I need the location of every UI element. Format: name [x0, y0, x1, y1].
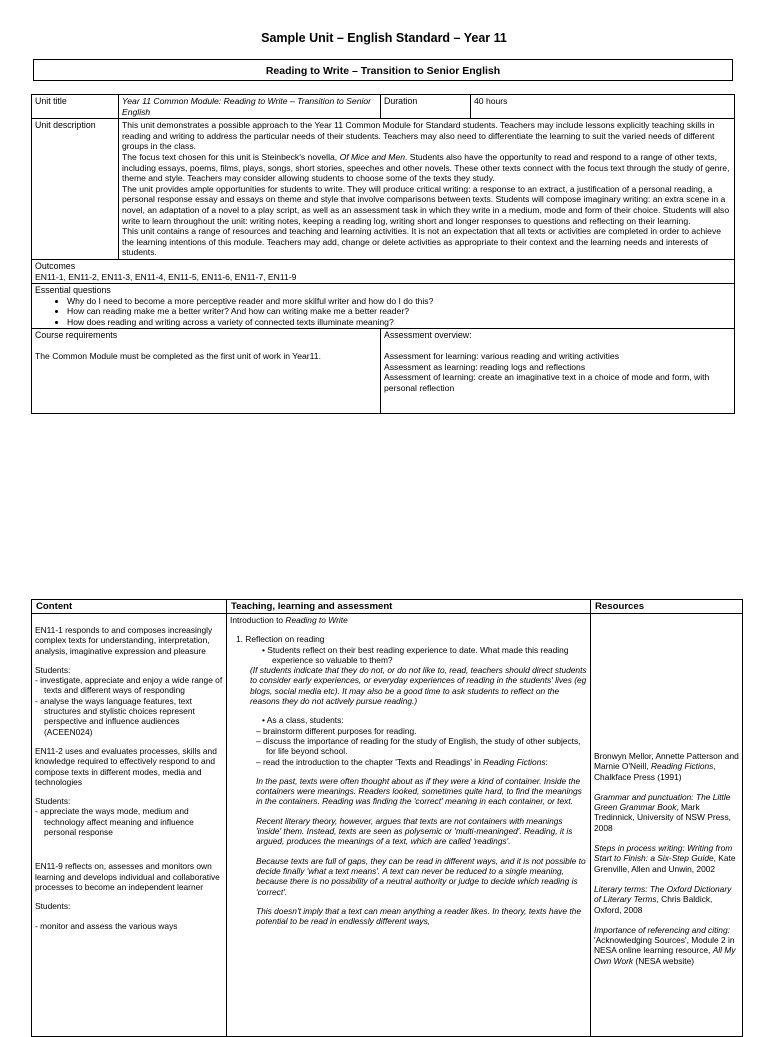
course-requirements-cell [32, 329, 381, 414]
teaching-dash-item: – read the introduction to the chapter 'Texts and Readings' in Reading Fictions: [256, 756, 548, 767]
essential-question: • Why do I need to become a more perceptive reader and more skilful writer and how do I do this? [67, 296, 731, 307]
resource-text: , Chalkface Press (1991) [594, 761, 716, 782]
resources-header: Resources [591, 600, 743, 614]
essential-questions-row [32, 284, 735, 329]
dash-text: : [545, 756, 548, 767]
intro-italic: Reading to Write [285, 615, 348, 625]
outcomes-label: Outcomes [35, 260, 76, 271]
resource-item [594, 925, 739, 966]
dash-text: discuss the importance of reading for the study of English, the study of other subjects, for life beyond school. [263, 735, 581, 757]
outcomes-value: EN11-1, EN11-2, EN11-3, EN11-4, EN11-5, EN11-6, EN11-7, EN11-9 [35, 271, 297, 282]
unit-description-value [119, 119, 735, 260]
essential-question: • How does reading and writing across a variety of connected texts illuminate meaning? [67, 317, 731, 328]
content-item: - investigate, appreciate and enjoy a wide range of texts and different ways of responding [35, 675, 223, 696]
unit-description-row [32, 119, 735, 260]
resource-item [594, 751, 739, 782]
resource-italic: All My Own Work [594, 945, 736, 966]
unit-overview-table [31, 94, 735, 414]
outcome-en11-9: EN11-9 reflects on, assesses and monitors own learning and develops individual and collaborative processes to become an independent learner [35, 861, 220, 892]
description-paragraph [122, 152, 731, 184]
resource-item [594, 884, 739, 915]
essential-questions-label: Essential questions [35, 285, 111, 296]
content-table [31, 599, 743, 1037]
assessment-overview-cell [381, 329, 735, 414]
content-item: - monitor and assess the various ways [35, 920, 178, 931]
content-table-row [32, 614, 743, 1037]
outcome-en11-1: EN11-1 responds to and composes increasingly complex texts for understanding, interpretation, analysis, imaginative expression and pleasure [35, 625, 213, 656]
description-paragraph: This unit contains a range of resources and teaching and learning activities. It is not an expectation that all texts or activities are completed in order to achieve the learning intentions of this module. Teachers may add, change or delete activities as appropriate to their context and the learning needs and interests of students. [122, 226, 722, 258]
step-heading: 1. Reflection on reading [236, 634, 325, 645]
unit-description-label: Unit description [32, 119, 119, 260]
resource-text: (NESA website) [633, 955, 695, 966]
resource-item [594, 792, 739, 833]
resource-text: , Kate Grenville, Allen and Unwin, 2002 [594, 853, 736, 874]
teaching-header: Teaching, learning and assessment [227, 600, 591, 614]
resource-text: Bronwyn Mellor, Annette Patterson and Marnie O'Neill, [594, 751, 739, 772]
teaching-bullet: • As a class, students: [262, 715, 344, 726]
teaching-cell [227, 614, 591, 1037]
resource-italic: Reading Fictions [650, 761, 714, 772]
description-paragraph: The unit provides ample opportunities for students to write. They will produce critical writing: a response to an extract, a justification of a personal reading, a personal response essay and essays on theme and style that involve comparisons between texts. Students will compose imaginary writing: an extra scene in a novel, an adaptation of a novel to a play script, as well as an assessment task in which they write in a medium, mode and form of their choice. Students will also write to learn throughout the unit: writing notes, keeping a reading log, writing short and longer responses to questions and reflecting on their learning. [122, 183, 730, 226]
resource-text: , Mark Tredinnick, University of NSW Press, 2008 [594, 802, 731, 833]
students-label: Students: [35, 664, 71, 675]
course-requirements-value: The Common Module must be completed as the first unit of work in Year11. [35, 351, 321, 362]
bullet-text: As a class, students: [266, 715, 344, 726]
description-paragraph: This unit demonstrates a possible approach to the Year 11 Common Module for Standard students. Teachers may include lessons explicitly teaching skills in reading and writing to address the particular needs of their students. Teachers may also need to differentiate the learning to suit the varied needs of different groups in the class. [122, 120, 715, 152]
intro-heading [230, 615, 587, 625]
content-cell [32, 614, 227, 1037]
quote-paragraph: In the past, texts were often thought about as if they were a kind of container. Inside the containers were meanings. Readers looked, sometimes quite hard, to find the meanings in the containers. Reading was finding the 'correct' meaning in each container, or text. [256, 775, 582, 807]
essential-questions-list [35, 296, 731, 328]
resource-italic: Steps in process writing: Writing from Start to Finish: a Six-Step Guide [594, 843, 733, 864]
unit-banner: Reading to Write – Transition to Senior English [33, 59, 733, 81]
duration-label: Duration [381, 95, 471, 119]
content-item: - analyse the ways language features, text structures and stylistic choices represent perspective and influence audiences (ACEEN024) [35, 695, 195, 737]
resource-item [594, 843, 739, 874]
bullet-text: Students reflect on their best reading experience to date. What made this reading experience so valuable to them? [267, 644, 569, 665]
outcomes-row [32, 259, 735, 283]
teaching-dash-item: – brainstorm different purposes for reading. [256, 725, 417, 736]
course-requirements-label: Course requirements [35, 330, 118, 341]
assessment-item: Assessment as learning: reading logs and reflections [384, 361, 586, 372]
content-item-text: investigate, appreciate and enjoy a wide range of texts and different ways of responding [40, 675, 223, 696]
intro-text: Introduction to [230, 615, 286, 625]
description-text: The focus text chosen for this unit is Steinbeck's novella, [122, 151, 340, 162]
dash-text: read the introduction to the chapter 'Texts and Readings' in [263, 756, 484, 767]
teaching-bullet: • Students reflect on their best reading experience to date. What made this reading experience so valuable to them? [262, 644, 569, 665]
dash-italic: Reading Fictions [483, 756, 546, 767]
teacher-note: (If students indicate that they do not, or do not like to, read, teachers should direct students to consider early experiences, or everyday experiences of reading in the students' lives (eg blogs, social media etc). It may also be a good time to ask students to reflect on the reasons they do not actively pursue reading.) [250, 665, 587, 707]
content-item: - appreciate the ways mode, medium and technology affect meaning and influence personal response [35, 806, 194, 838]
essential-question: • How can reading make me a better writer? And how can writing make me a better reader? [67, 306, 731, 317]
content-table-header [32, 600, 743, 614]
quote-paragraph: This doesn't imply that a text can mean anything a reader likes. In theory, texts have the potential to be read in endlessly different ways, [256, 905, 581, 927]
students-label: Students: [35, 901, 71, 912]
outcomes-cell [32, 259, 735, 283]
focus-text-title: Of Mice and Men [339, 151, 405, 162]
students-label: Students: [35, 796, 71, 807]
unit-title-label: Unit title [32, 95, 119, 119]
resource-italic: Importance of referencing and citing: [594, 924, 730, 935]
content-item-text: analyse the ways language features, text structures and stylistic choices represent perspective and influence audiences (ACEEN024) [40, 695, 195, 737]
assessment-overview-label: Assessment overview: [384, 330, 472, 341]
description-text: . Students also have the opportunity to read and respond to a range of other texts, including essays, poems, films, plays, songs, short stories, speeches and other novels. These other texts connect with the focus text through the study of genre, theme and style. Teachers may consider allowing students to choose some of the texts they study. [122, 151, 730, 184]
assessment-item: Assessment for learning: various reading and writing activities [384, 351, 620, 362]
requirements-row [32, 329, 735, 414]
content-item-text: monitor and assess the various ways [40, 920, 178, 931]
resources-cell [591, 614, 743, 1037]
page-title: Sample Unit – English Standard – Year 11 [261, 31, 507, 45]
dash-text: brainstorm different purposes for reading. [263, 725, 417, 736]
unit-title-row [32, 95, 735, 119]
quote-paragraph: Because texts are full of gaps, they can be read in different ways, and it is not possible to decide finally 'what a text means'. A text can never be reduced to a single meaning, because there is no possibility of a neutral authority or judge to decide which reading is 'correct'. [256, 855, 586, 897]
outcome-en11-2: EN11-2 uses and evaluates processes, skills and knowledge required to effectively respond to and compose texts in different modes, media and technologies [35, 745, 217, 787]
unit-title-value: Year 11 Common Module: Reading to Write – Transition to Senior English [119, 95, 381, 119]
duration-value: 40 hours [471, 95, 735, 119]
content-item-text: appreciate the ways mode, medium and technology affect meaning and influence personal response [40, 806, 194, 838]
assessment-item: Assessment of learning: create an imaginative text in a choice of mode and form, with personal reflection [384, 372, 710, 393]
essential-questions-cell [32, 284, 735, 329]
quote-paragraph: Recent literary theory, however, argues that texts are not containers with meanings 'inside' them. Instead, texts are seen as polysemic or 'multi-meaninged'. Reading, it is argued, produces the meanings of a text, which are called 'readings'. [256, 815, 573, 847]
teaching-dash-item: – discuss the importance of reading for the study of English, the study of other subjects, for life beyond school. [256, 735, 581, 757]
resource-text: 'Acknowledging Sources', Module 2 in NESA online learning resource, [594, 935, 735, 956]
resource-text: , Chris Baldick, Oxford, 2008 [594, 894, 713, 915]
resource-italic: Grammar and punctuation: The Little Green Grammar Book [594, 791, 731, 813]
resource-italic: Literary terms: The Oxford Dictionary of Literary Terms [594, 883, 732, 905]
content-header: Content [32, 600, 227, 614]
